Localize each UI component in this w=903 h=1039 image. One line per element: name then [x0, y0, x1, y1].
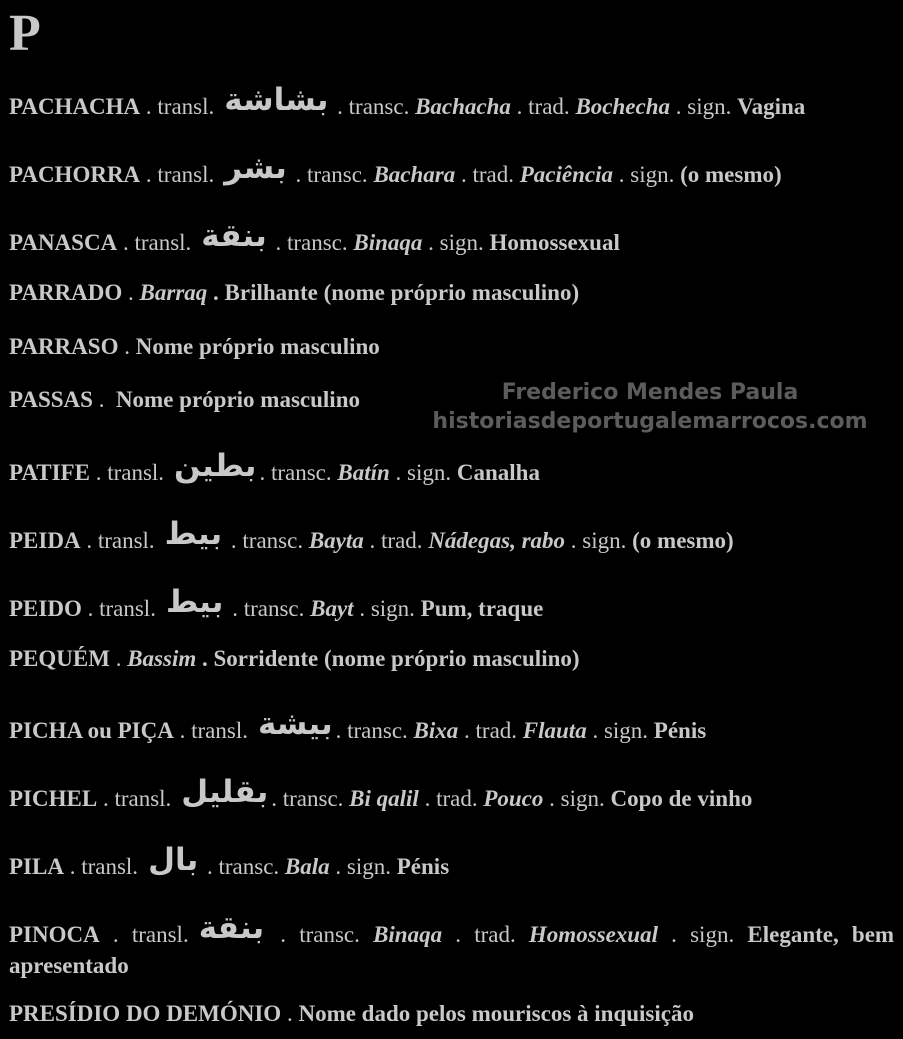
label-transc: transc. [282, 786, 344, 811]
label-sign: sign. [603, 718, 649, 743]
meaning: Pénis [396, 854, 450, 879]
entry-picha: PICHA ou PIÇA . transl. بيشة . transc. Bixa . trad. Flauta . sign. Pénis [9, 706, 707, 743]
label-sign: sign. [346, 854, 391, 879]
section-letter: P [9, 5, 41, 62]
arabic-word: بطين [174, 448, 257, 484]
arabic-word: بيط [164, 516, 223, 552]
meaning: Nome próprio masculino [115, 387, 360, 412]
arabic-word: بال [148, 842, 199, 878]
entry-presidio-do-demonio: PRESÍDIO DO DEMÓNIO . Nome dado pelos mouriscos à inquisição [9, 1001, 694, 1026]
label-transl: transl. [107, 460, 165, 485]
label-transc: transc. [299, 922, 360, 947]
meaning: (o mesmo) [680, 162, 782, 187]
headword: PICHEL [9, 786, 98, 811]
arabic-word: بيشة [257, 706, 333, 742]
label-trad: trad. [475, 718, 518, 743]
entry-parraso: PARRASO . Nome próprio masculino [9, 334, 380, 359]
transcription: Bayta [308, 528, 364, 553]
headword: PRESÍDIO DO DEMÓNIO [9, 1001, 282, 1026]
label-transc: transc. [270, 460, 332, 485]
meaning: Pum, traque [420, 596, 544, 621]
label-sign: sign. [407, 460, 452, 485]
transcription: Bachacha [415, 94, 511, 119]
label-transl: transl. [191, 718, 248, 743]
label-transc: transc. [348, 94, 410, 119]
watermark-author: Frederico Mendes Paula [501, 380, 799, 405]
translation: Flauta [522, 718, 587, 743]
headword: PACHACHA [9, 94, 141, 119]
label-sign: sign. [687, 94, 732, 119]
label-trad: trad. [472, 162, 514, 187]
label-transl: transl. [157, 162, 215, 187]
headword: PICHA ou PIÇA [9, 718, 174, 743]
label-sign: sign. [560, 786, 605, 811]
meaning: Nome próprio masculino [135, 334, 380, 359]
meaning: Canalha [456, 460, 540, 485]
arabic-word: بيط [165, 584, 224, 620]
meaning: Sorridente (nome próprio masculino) [213, 646, 580, 671]
label-transl: transl. [157, 94, 215, 119]
label-trad: trad. [381, 528, 423, 553]
label-sign: sign. [439, 230, 484, 255]
label-sign: sign. [690, 922, 735, 947]
label-sign: sign. [582, 528, 627, 553]
headword: PACHORRA [9, 162, 141, 187]
meaning: Elegante, bem apresentado [9, 922, 895, 978]
label-trad: trad. [436, 786, 478, 811]
arabic-word: بقليل [181, 774, 269, 810]
meaning: Pénis [653, 718, 707, 743]
translation: Nádegas, rabo [428, 528, 566, 553]
label-trad: trad. [474, 922, 516, 947]
headword: PARRASO [9, 334, 119, 359]
arabic-word: بنقة [201, 218, 267, 254]
label-transl: transl. [99, 596, 156, 621]
label-trad: trad. [528, 94, 570, 119]
meaning: (o mesmo) [632, 528, 734, 553]
headword: PATIFE [9, 460, 90, 485]
meaning: Copo de vinho [610, 786, 753, 811]
entry-peida: PEIDA . transl. بيط . transc. Bayta . trad. Nádegas, rabo . sign. (o mesmo) [9, 516, 734, 553]
watermark-url: historiasdeportugalemarrocos.com [432, 409, 868, 434]
transcription: Bayt [310, 596, 354, 621]
arabic-word: بشاشة [224, 82, 329, 118]
transcription: Bixa [413, 718, 459, 743]
transcription: Barraq [139, 280, 208, 305]
meaning: Brilhante (nome próprio masculino) [224, 280, 580, 305]
label-transl: transl. [97, 528, 155, 553]
label-transl: transl. [81, 854, 139, 879]
entry-pinoca: PINOCA . transl. بنقة . transc. Binaqa . trad. Homossexual . sign. Elegante, bem apresentado [9, 910, 895, 978]
label-transc: transc. [286, 230, 348, 255]
headword: PEIDO [9, 596, 82, 621]
entry-peido: PEIDO . transl. بيط . transc. Bayt . sign. Pum, traque [9, 584, 544, 621]
label-sign: sign. [630, 162, 675, 187]
entry-pichel: PICHEL . transl. بقليل . transc. Bi qalil . trad. Pouco . sign. Copo de vinho [9, 774, 753, 811]
label-transc: transc. [242, 528, 304, 553]
transcription: Bala [284, 854, 330, 879]
entry-pequem: PEQUÉM . Bassim . Sorridente (nome próprio masculino) [9, 646, 580, 671]
meaning: Homossexual [489, 230, 620, 255]
arabic-word: بنقة [198, 910, 265, 946]
label-transl: transl. [114, 786, 172, 811]
meaning: Nome dado pelos mouriscos à inquisição [298, 1001, 694, 1026]
label-transc: transc. [218, 854, 280, 879]
translation: Paciência [519, 162, 613, 187]
transcription: Binaqa [373, 922, 443, 947]
headword: PILA [9, 854, 64, 879]
label-sign: sign. [370, 596, 415, 621]
entry-pachorra: PACHORRA . transl. بشر . transc. Bachara . trad. Paciência . sign. (o mesmo) [9, 150, 782, 187]
entry-pila: PILA . transl. بال . transc. Bala . sign. Pénis [9, 842, 450, 879]
meaning: Vagina [737, 94, 806, 119]
label-transl: transl. [134, 230, 192, 255]
transcription: Bi qalil [349, 786, 419, 811]
entry-patife: PATIFE . transl. بطين . transc. Batín . sign. Canalha [9, 448, 540, 485]
transcription: Bassim [127, 646, 197, 671]
label-transc: transc. [243, 596, 305, 621]
translation: Bochecha [575, 94, 670, 119]
label-transl: transl. [131, 922, 189, 947]
entry-pachacha: PACHACHA . transl. بشاشة . transc. Bachacha . trad. Bochecha . sign. Vagina [9, 82, 806, 119]
label-transc: transc. [347, 718, 408, 743]
arabic-word: بشر [224, 150, 287, 186]
headword: PEQUÉM [9, 646, 110, 671]
transcription: Bachara [373, 162, 456, 187]
headword: PARRADO [9, 280, 123, 305]
transcription: Binaqa [353, 230, 423, 255]
translation: Homossexual [528, 922, 658, 947]
translation: Pouco [483, 786, 544, 811]
headword: PASSAS [9, 387, 93, 412]
headword: PEIDA [9, 528, 81, 553]
entry-passas: PASSAS . Nome próprio masculino [9, 387, 360, 412]
headword: PANASCA [9, 230, 118, 255]
entry-panasca: PANASCA . transl. بنقة . transc. Binaqa . sign. Homossexual [9, 218, 620, 255]
entry-parrado: PARRADO . Barraq . Brilhante (nome próprio masculino) [9, 280, 580, 305]
headword: PINOCA [9, 922, 100, 947]
label-transc: transc. [307, 162, 368, 187]
transcription: Batín [337, 460, 390, 485]
